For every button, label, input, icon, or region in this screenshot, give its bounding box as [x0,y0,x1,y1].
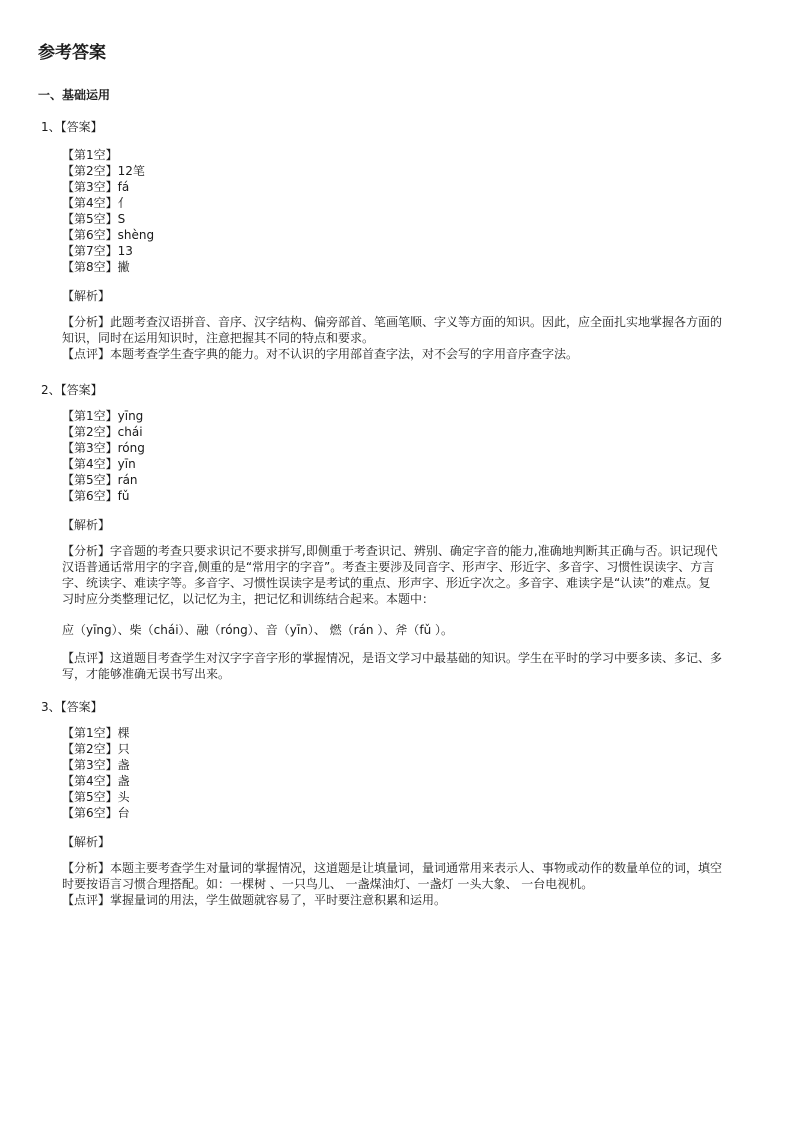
q2-blank-1: 【第1空】yīng [62,409,144,423]
page-title: 参考答案 [38,43,106,63]
q3-blank-3: 【第3空】盏 [62,758,130,772]
q3-explanation-label: 【解析】 [62,835,111,849]
q1-explanation-label: 【解析】 [62,289,111,303]
q1-blank-5: 【第5空】S [62,212,126,226]
question-3-answer-heading: 3、【答案】 [41,700,103,714]
q3-blank-6: 【第6空】台 [62,806,130,820]
q1-blank-4: 【第4空】亻 [62,196,130,210]
q3-comment: 【点评】掌握量词的用法，学生做题就容易了，平时要注意积累和运用。 [62,893,447,907]
q2-analysis: 【分析】字音题的考查只要求识记不要求拼写,即侧重于考查识记、辨别、确定字音的能力,准确地判断其正确与否。识记现代汉语普通话常用字的字音,侧重的是“常用字的字音”。考查主要涉及同音字、形声字、形近字、多音字、习惯性误读字、方言字、统读字、难读字等。多音字、习惯性误读字是考试的重点、形声字、形近字次之。多音字、难读字是“认读”的难点。复习时应分类整理记忆，以记忆为主，把记忆和训练结合起来。本题中： [62,544,718,606]
q3-analysis: 【分析】本题主要考查学生对量词的掌握情况，这道题是让填量词，量词通常用来表示人、事物或动作的数量单位的词，填空时要按语言习惯合理搭配。如：一棵树 、一只鸟儿、 一盏煤油灯、一盏灯 一头大象、 一台电视机。 [62,861,723,891]
q3-blank-5: 【第5空】头 [62,790,130,804]
q2-blank-3: 【第3空】róng [62,441,145,455]
q3-blank-2: 【第2空】只 [62,742,130,756]
q1-blank-3: 【第3空】fá [62,180,130,194]
q1-blank-6: 【第6空】shèng [62,228,155,242]
q3-blank-1: 【第1空】棵 [62,726,130,740]
q1-comment: 【点评】本题考查学生查字典的能力。对不认识的字用部首查字法，对不会写的字用音序查字法。 [62,347,579,361]
q1-blank-2: 【第2空】12笔 [62,164,145,178]
q2-blank-6: 【第6空】fǔ [62,489,130,503]
q2-blank-5: 【第5空】rán [62,473,138,487]
question-2-answer-heading: 2、【答案】 [41,383,103,397]
q2-example: 应（yīng）、柴（chái）、融（róng）、音（yīn）、 燃（rán ）、斧（fǔ ）。 [62,623,453,637]
section-heading: 一、基础运用 [38,88,111,102]
q1-blank-8: 【第8空】撇 [62,260,130,274]
q2-comment: 【点评】这道题目考查学生对汉字字音字形的掌握情况，是语文学习中最基础的知识。学生在平时的学习中要多读、多记、多写，才能够准确无误书写出来。 [62,651,723,681]
q1-blank-7: 【第7空】13 [62,244,133,258]
q1-analysis: 【分析】此题考查汉语拼音、音序、汉字结构、偏旁部首、笔画笔顺、字义等方面的知识。因此，应全面扎实地掌握各方面的知识，同时在运用知识时，注意把握其不同的特点和要求。 [62,315,723,345]
q3-blank-4: 【第4空】盏 [62,774,130,788]
q2-blank-2: 【第2空】chái [62,425,143,439]
q2-blank-4: 【第4空】yīn [62,457,136,471]
question-1-answer-heading: 1、【答案】 [41,120,103,134]
q1-blank-1: 【第1空】 [62,148,118,162]
q2-explanation-label: 【解析】 [62,518,111,532]
